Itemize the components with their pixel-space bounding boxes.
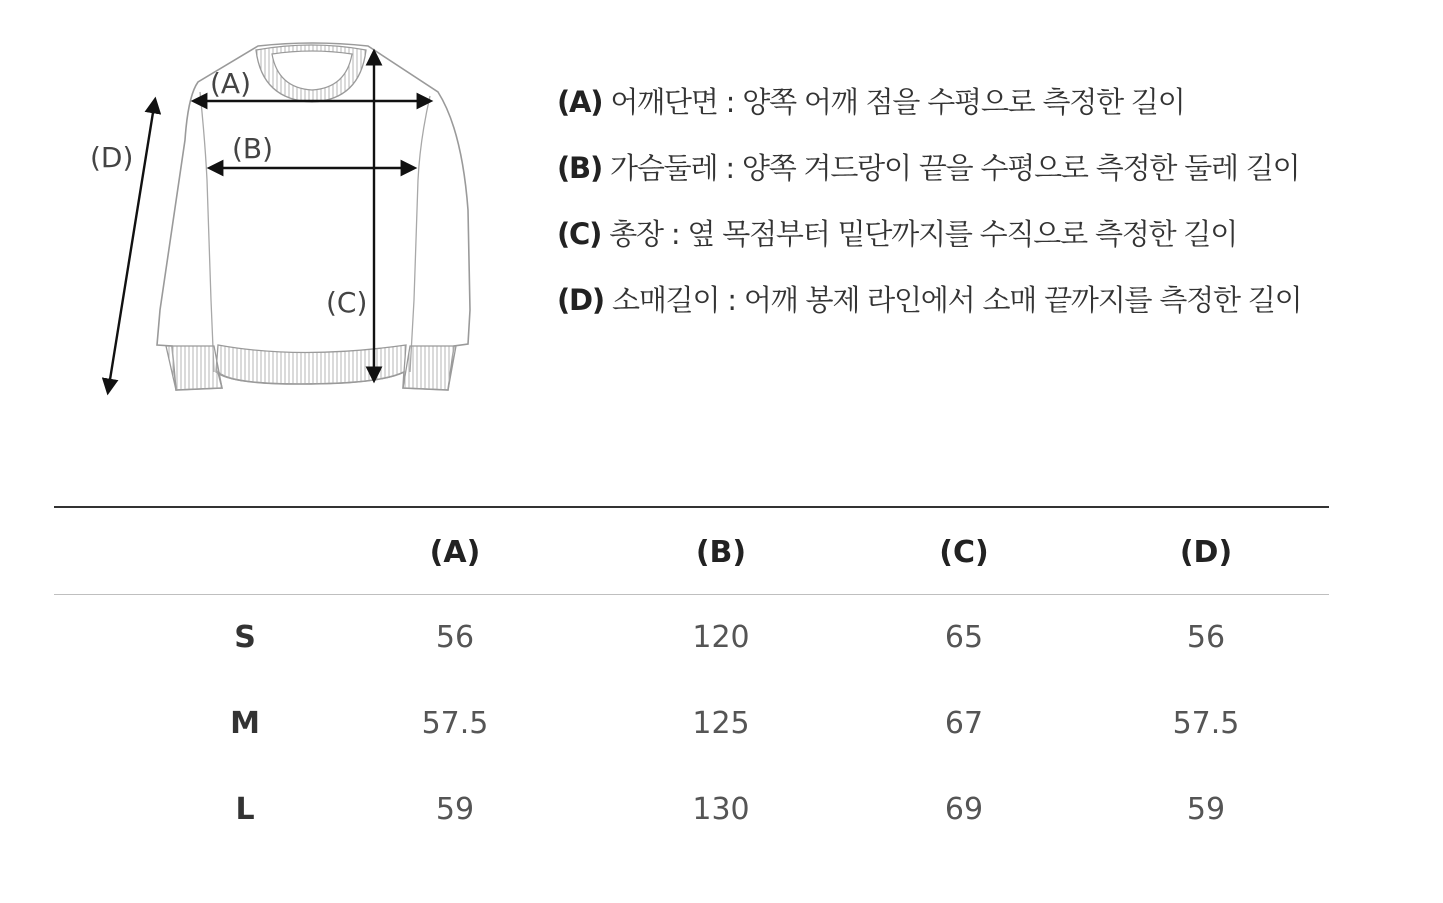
measurement-legend — [557, 80, 1437, 344]
header-c: (C) — [939, 535, 989, 570]
legend-key: (D) — [557, 283, 604, 317]
size-label: S — [234, 620, 256, 655]
size-table — [54, 506, 1329, 853]
header-d: (D) — [1179, 535, 1233, 570]
legend-text: 가슴둘레 : 양쪽 겨드랑이 끝을 수평으로 측정한 둘레 길이 — [610, 151, 1300, 185]
label-b: (B) — [232, 132, 274, 165]
legend-key: (C) — [557, 217, 602, 251]
value-d: 56 — [1186, 620, 1226, 655]
header-a: (A) — [429, 535, 481, 570]
table-row — [54, 681, 1329, 767]
value-c: 65 — [944, 620, 984, 655]
size-label: M — [230, 706, 260, 741]
legend-item-a — [557, 80, 1437, 146]
value-b: 130 — [692, 792, 750, 827]
table-header-row — [54, 508, 1329, 594]
value-c: 67 — [944, 706, 984, 741]
legend-item-c — [557, 212, 1437, 278]
legend-text: 소매길이 : 어깨 봉제 라인에서 소매 끝까지를 측정한 길이 — [612, 283, 1302, 317]
legend-item-d — [557, 278, 1437, 344]
label-c: (C) — [326, 286, 368, 319]
value-b: 120 — [692, 620, 750, 655]
sweater-outline — [157, 43, 470, 390]
value-a: 59 — [435, 792, 475, 827]
size-label: L — [235, 792, 255, 827]
label-a: (A) — [210, 67, 252, 100]
value-a: 56 — [435, 620, 475, 655]
legend-text: 총장 : 옆 목점부터 밑단까지를 수직으로 측정한 길이 — [609, 217, 1238, 251]
legend-key: (A) — [557, 85, 603, 119]
value-b: 125 — [692, 706, 750, 741]
value-a: 57.5 — [421, 706, 489, 741]
table-row — [54, 595, 1329, 681]
header-b: (B) — [695, 535, 747, 570]
value-c: 69 — [944, 792, 984, 827]
sweater-measurement-diagram — [0, 0, 520, 420]
label-d: (D) — [90, 141, 134, 174]
legend-key: (B) — [557, 151, 603, 185]
value-d: 57.5 — [1172, 706, 1240, 741]
header-size — [145, 508, 345, 594]
value-d: 59 — [1186, 792, 1226, 827]
table-row — [54, 767, 1329, 853]
legend-item-b — [557, 146, 1437, 212]
legend-text: 어깨단면 : 양쪽 어깨 점을 수평으로 측정한 길이 — [610, 85, 1185, 119]
